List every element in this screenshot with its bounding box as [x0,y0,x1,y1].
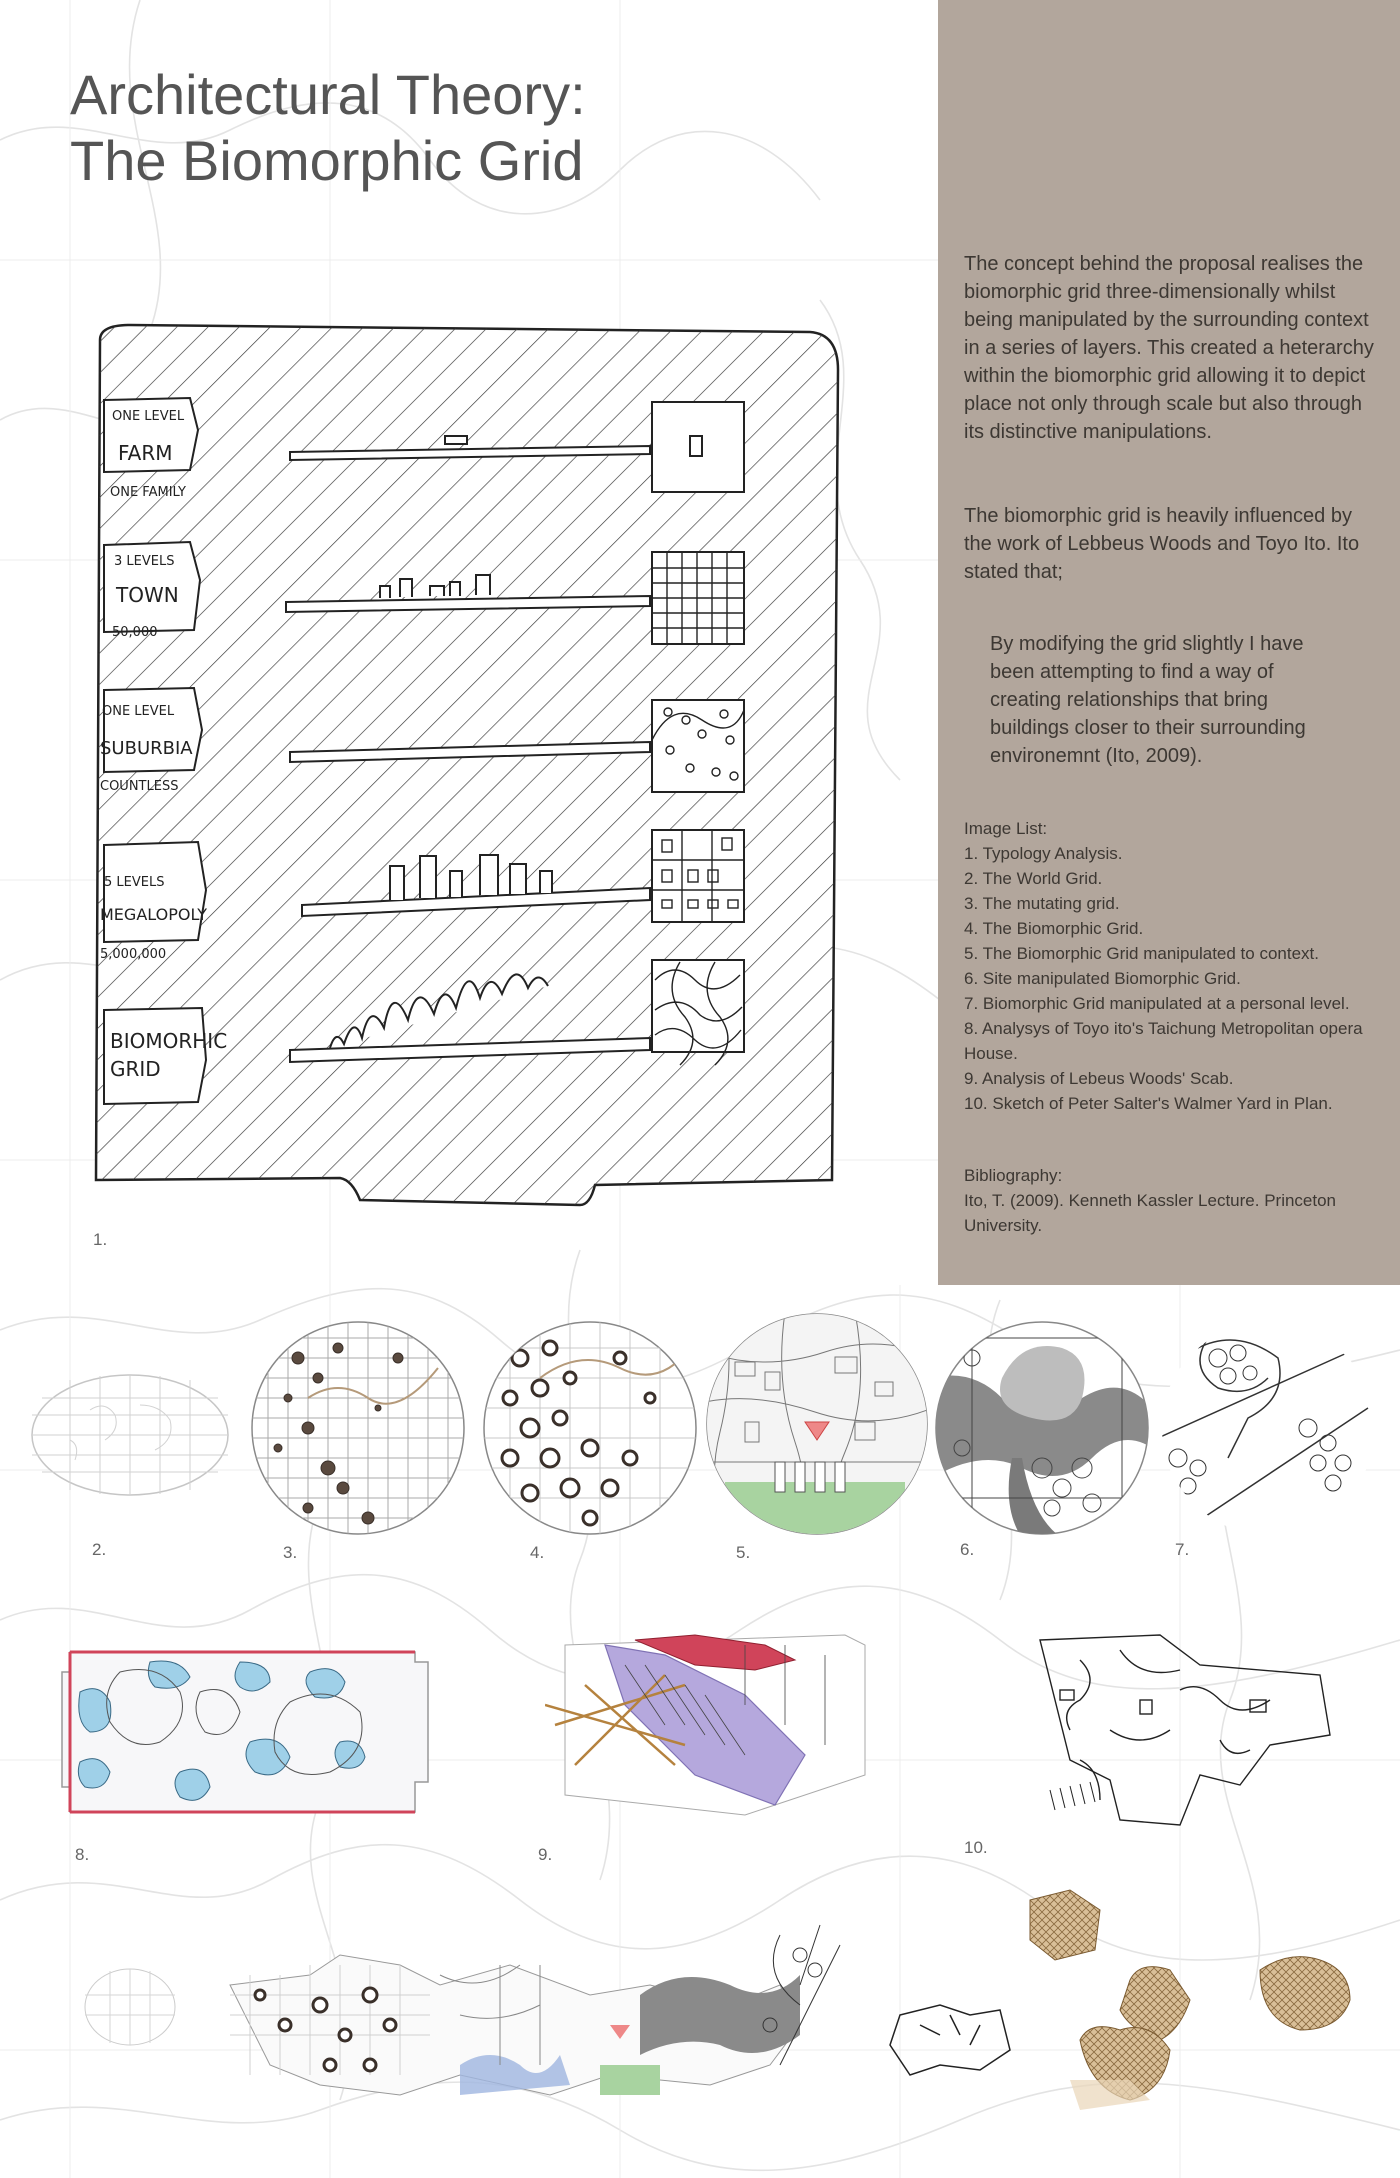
sketch-label-mid: FARM [118,441,173,465]
sketch-label-mid: MEGALOPOLY [100,905,207,924]
context-grid-figure [705,1312,930,1537]
image-list-title: Image List: [964,819,1048,838]
figure-label: 4. [530,1543,545,1562]
wooden-models-figure [1010,1880,1390,2120]
sketch-label-mid: SUBURBIA [100,738,193,759]
image-list-item: 8. Analysys of Toyo ito's Taichung Metropolitan opera House. [964,1019,1363,1063]
sketch-label-bot: 50,000 [112,625,158,640]
page-title [70,62,586,194]
figure-label: 5. [736,1543,751,1562]
world-grid-figure [30,1370,240,1500]
image-list-item: 10. Sketch of Peter Salter's Walmer Yard in Plan. [964,1094,1333,1113]
figure-label: 8. [75,1845,90,1864]
image-list-item: 7. Biomorphic Grid manipulated at a personal level. [964,994,1350,1013]
image-list-item: 5. The Biomorphic Grid manipulated to context. [964,944,1319,963]
mutating-grid-figure [248,1318,468,1538]
figure-label: 3. [283,1543,298,1562]
bibliography-title: Bibliography: [964,1166,1063,1185]
image-list-item: 9. Analysis of Lebeus Woods' Scab. [964,1069,1234,1088]
image-list-item: 2. The World Grid. [964,869,1103,888]
taichung-analysis-figure [60,1632,440,1827]
image-list [964,816,1374,1116]
scab-analysis-figure [545,1625,875,1825]
sketch-label-top: ONE LEVEL [112,409,185,424]
sketch-label-top: 3 LEVELS [114,554,175,569]
image-list-item: 6. Site manipulated Biomorphic Grid. [964,969,1241,988]
personal-grid-figure [1158,1318,1378,1538]
sketch-label-bot: ONE FAMILY [110,485,186,500]
sketch-label-bot: 5,000,000 [100,947,167,962]
figure-label: 6. [960,1540,975,1559]
figure-label: 2. [92,1540,107,1559]
concept-paragraph: The concept behind the proposal realises the biomorphic grid three-dimensionally whilst being manipulated by the surrounding context in a series of layers. This created a heterarchy within the biomorphic grid allowing it to depict place not only through scale but also through its distinctive manipulations. [964,253,1374,443]
composite-strip-figure [80,1915,1080,2115]
figure-label: 9. [538,1845,553,1864]
influence-paragraph: The biomorphic grid is heavily influenced by the work of Lebbeus Woods and Toyo Ito. Ito stated that; [964,505,1360,583]
ito-quote: By modifying the grid slightly I have been attempting to find a way of creating relationships that bring buildings closer to their surrounding environemnt (Ito, 2009). [990,633,1306,767]
sketch-label-bot: COUNTLESS [100,779,179,794]
figure-label: 1. [93,1230,108,1249]
figure-label: 7. [1175,1540,1190,1559]
bibliography [964,1163,1374,1238]
title-line-2: The Biomorphic Grid [70,129,584,192]
sketch-label-mid: BIOMORHIC [110,1029,228,1053]
site-grid-figure [932,1318,1152,1538]
sketch-label-bot: GRID [110,1057,161,1081]
image-list-item: 1. Typology Analysis. [964,844,1123,863]
image-list-item: 4. The Biomorphic Grid. [964,919,1144,938]
biomorphic-grid-figure [480,1318,700,1538]
sketch-label-top: ONE LEVEL [102,704,175,719]
typology-sketch [90,320,850,1220]
walmer-yard-sketch [1020,1630,1340,1830]
bibliography-entry: Ito, T. (2009). Kenneth Kassler Lecture. Princeton University. [964,1191,1337,1235]
figure-label: 10. [964,1838,988,1857]
title-line-1: Architectural Theory: [70,63,586,126]
sketch-label-mid: TOWN [116,583,179,607]
sketch-label-top: 5 LEVELS [104,875,165,890]
image-list-item: 3. The mutating grid. [964,894,1120,913]
